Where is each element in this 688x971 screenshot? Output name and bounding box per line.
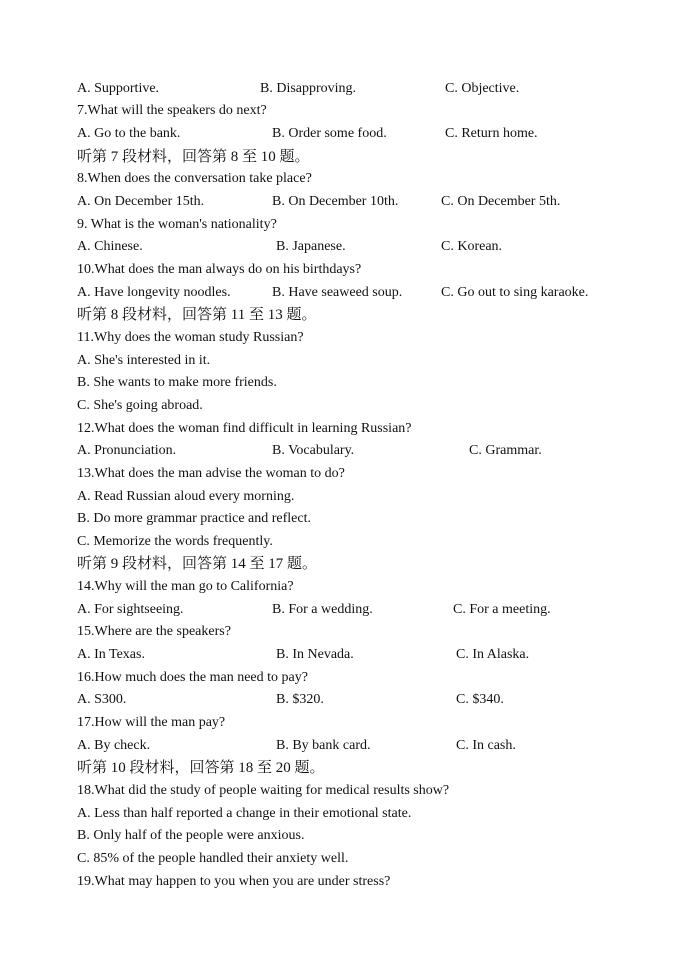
q12-option-c: C. Grammar.: [469, 443, 542, 458]
q10-option-a: A. Have longevity noodles.: [77, 285, 231, 300]
q15-options: [0, 644, 688, 666]
q18-option-b: B. Only half of the people were anxious.: [77, 828, 305, 843]
q8-option-a: A. On December 15th.: [77, 194, 205, 209]
q9-options: [0, 236, 688, 258]
section-9-heading: 听第 9 段材料，回答第 14 至 17 题。: [77, 556, 318, 572]
q17-options: [0, 735, 688, 757]
q16-question: 16.How much does the man need to pay?: [77, 670, 308, 685]
q18-option-c: C. 85% of the people handled their anxiety well.: [77, 851, 349, 866]
q14-question: 14.Why will the man go to California?: [77, 579, 294, 594]
q9-option-a: A. Chinese.: [77, 239, 143, 254]
q16-option-a: A. S300.: [77, 692, 127, 707]
q9-option-c: C. Korean.: [441, 239, 503, 254]
q18-option-a: A. Less than half reported a change in their emotional state.: [77, 806, 412, 821]
q10-option-b: B. Have seaweed soup.: [272, 285, 403, 300]
q16-option-c: C. $340.: [456, 692, 504, 707]
q11-option-c: C. She's going abroad.: [77, 398, 203, 413]
q11-option-b: B. She wants to make more friends.: [77, 375, 277, 390]
q15-option-b: B. In Nevada.: [276, 647, 354, 662]
q16-option-b: B. $320.: [276, 692, 324, 707]
q12-option-b: B. Vocabulary.: [272, 443, 355, 458]
q6-options: [0, 78, 688, 100]
section-7-heading: 听第 7 段材料，回答第 8 至 10 题。: [77, 149, 310, 165]
q7-question: 7.What will the speakers do next?: [77, 103, 267, 118]
q18-question: 18.What did the study of people waiting for medical results show?: [77, 783, 450, 798]
q8-option-c: C. On December 5th.: [441, 194, 561, 209]
q16-options: [0, 689, 688, 711]
q6-option-c: C. Objective.: [445, 81, 520, 96]
q12-question: 12.What does the woman find difficult in learning Russian?: [77, 421, 412, 436]
q17-option-b: B. By bank card.: [276, 738, 371, 753]
q10-options: [0, 282, 688, 304]
q8-question: 8.When does the conversation take place?: [77, 171, 312, 186]
q14-options: [0, 599, 688, 621]
section-8-heading: 听第 8 段材料，回答第 11 至 13 题。: [77, 307, 317, 323]
q13-option-b: B. Do more grammar practice and reflect.: [77, 511, 312, 526]
q7-option-a: A. Go to the bank.: [77, 126, 181, 141]
q17-option-c: C. In cash.: [456, 738, 516, 753]
q7-option-b: B. Order some food.: [272, 126, 387, 141]
q8-options: [0, 191, 688, 213]
q9-question: 9. What is the woman's nationality?: [77, 217, 277, 232]
q11-option-a: A. She's interested in it.: [77, 353, 211, 368]
q13-option-c: C. Memorize the words frequently.: [77, 534, 273, 549]
q12-option-a: A. Pronunciation.: [77, 443, 177, 458]
q14-option-a: A. For sightseeing.: [77, 602, 184, 617]
q6-option-a: A. Supportive.: [77, 81, 160, 96]
q6-option-b: B. Disapproving.: [260, 81, 357, 96]
q13-question: 13.What does the man advise the woman to do?: [77, 466, 345, 481]
q11-question: 11.Why does the woman study Russian?: [77, 330, 304, 345]
q17-option-a: A. By check.: [77, 738, 151, 753]
q15-option-c: C. In Alaska.: [456, 647, 530, 662]
q10-question: 10.What does the man always do on his birthdays?: [77, 262, 362, 277]
q7-options: [0, 123, 688, 145]
q15-option-a: A. In Texas.: [77, 647, 145, 662]
q8-option-b: B. On December 10th.: [272, 194, 399, 209]
q12-options: [0, 440, 688, 462]
q14-option-b: B. For a wedding.: [272, 602, 373, 617]
q7-option-c: C. Return home.: [445, 126, 538, 141]
q19-question: 19.What may happen to you when you are under stress?: [77, 874, 391, 889]
q15-question: 15.Where are the speakers?: [77, 624, 231, 639]
q14-option-c: C. For a meeting.: [453, 602, 551, 617]
q17-question: 17.How will the man pay?: [77, 715, 226, 730]
q9-option-b: B. Japanese.: [276, 239, 346, 254]
q13-option-a: A. Read Russian aloud every morning.: [77, 489, 295, 504]
q10-option-c: C. Go out to sing karaoke.: [441, 285, 589, 300]
section-10-heading: 听第 10 段材料，回答第 18 至 20 题。: [77, 760, 325, 776]
